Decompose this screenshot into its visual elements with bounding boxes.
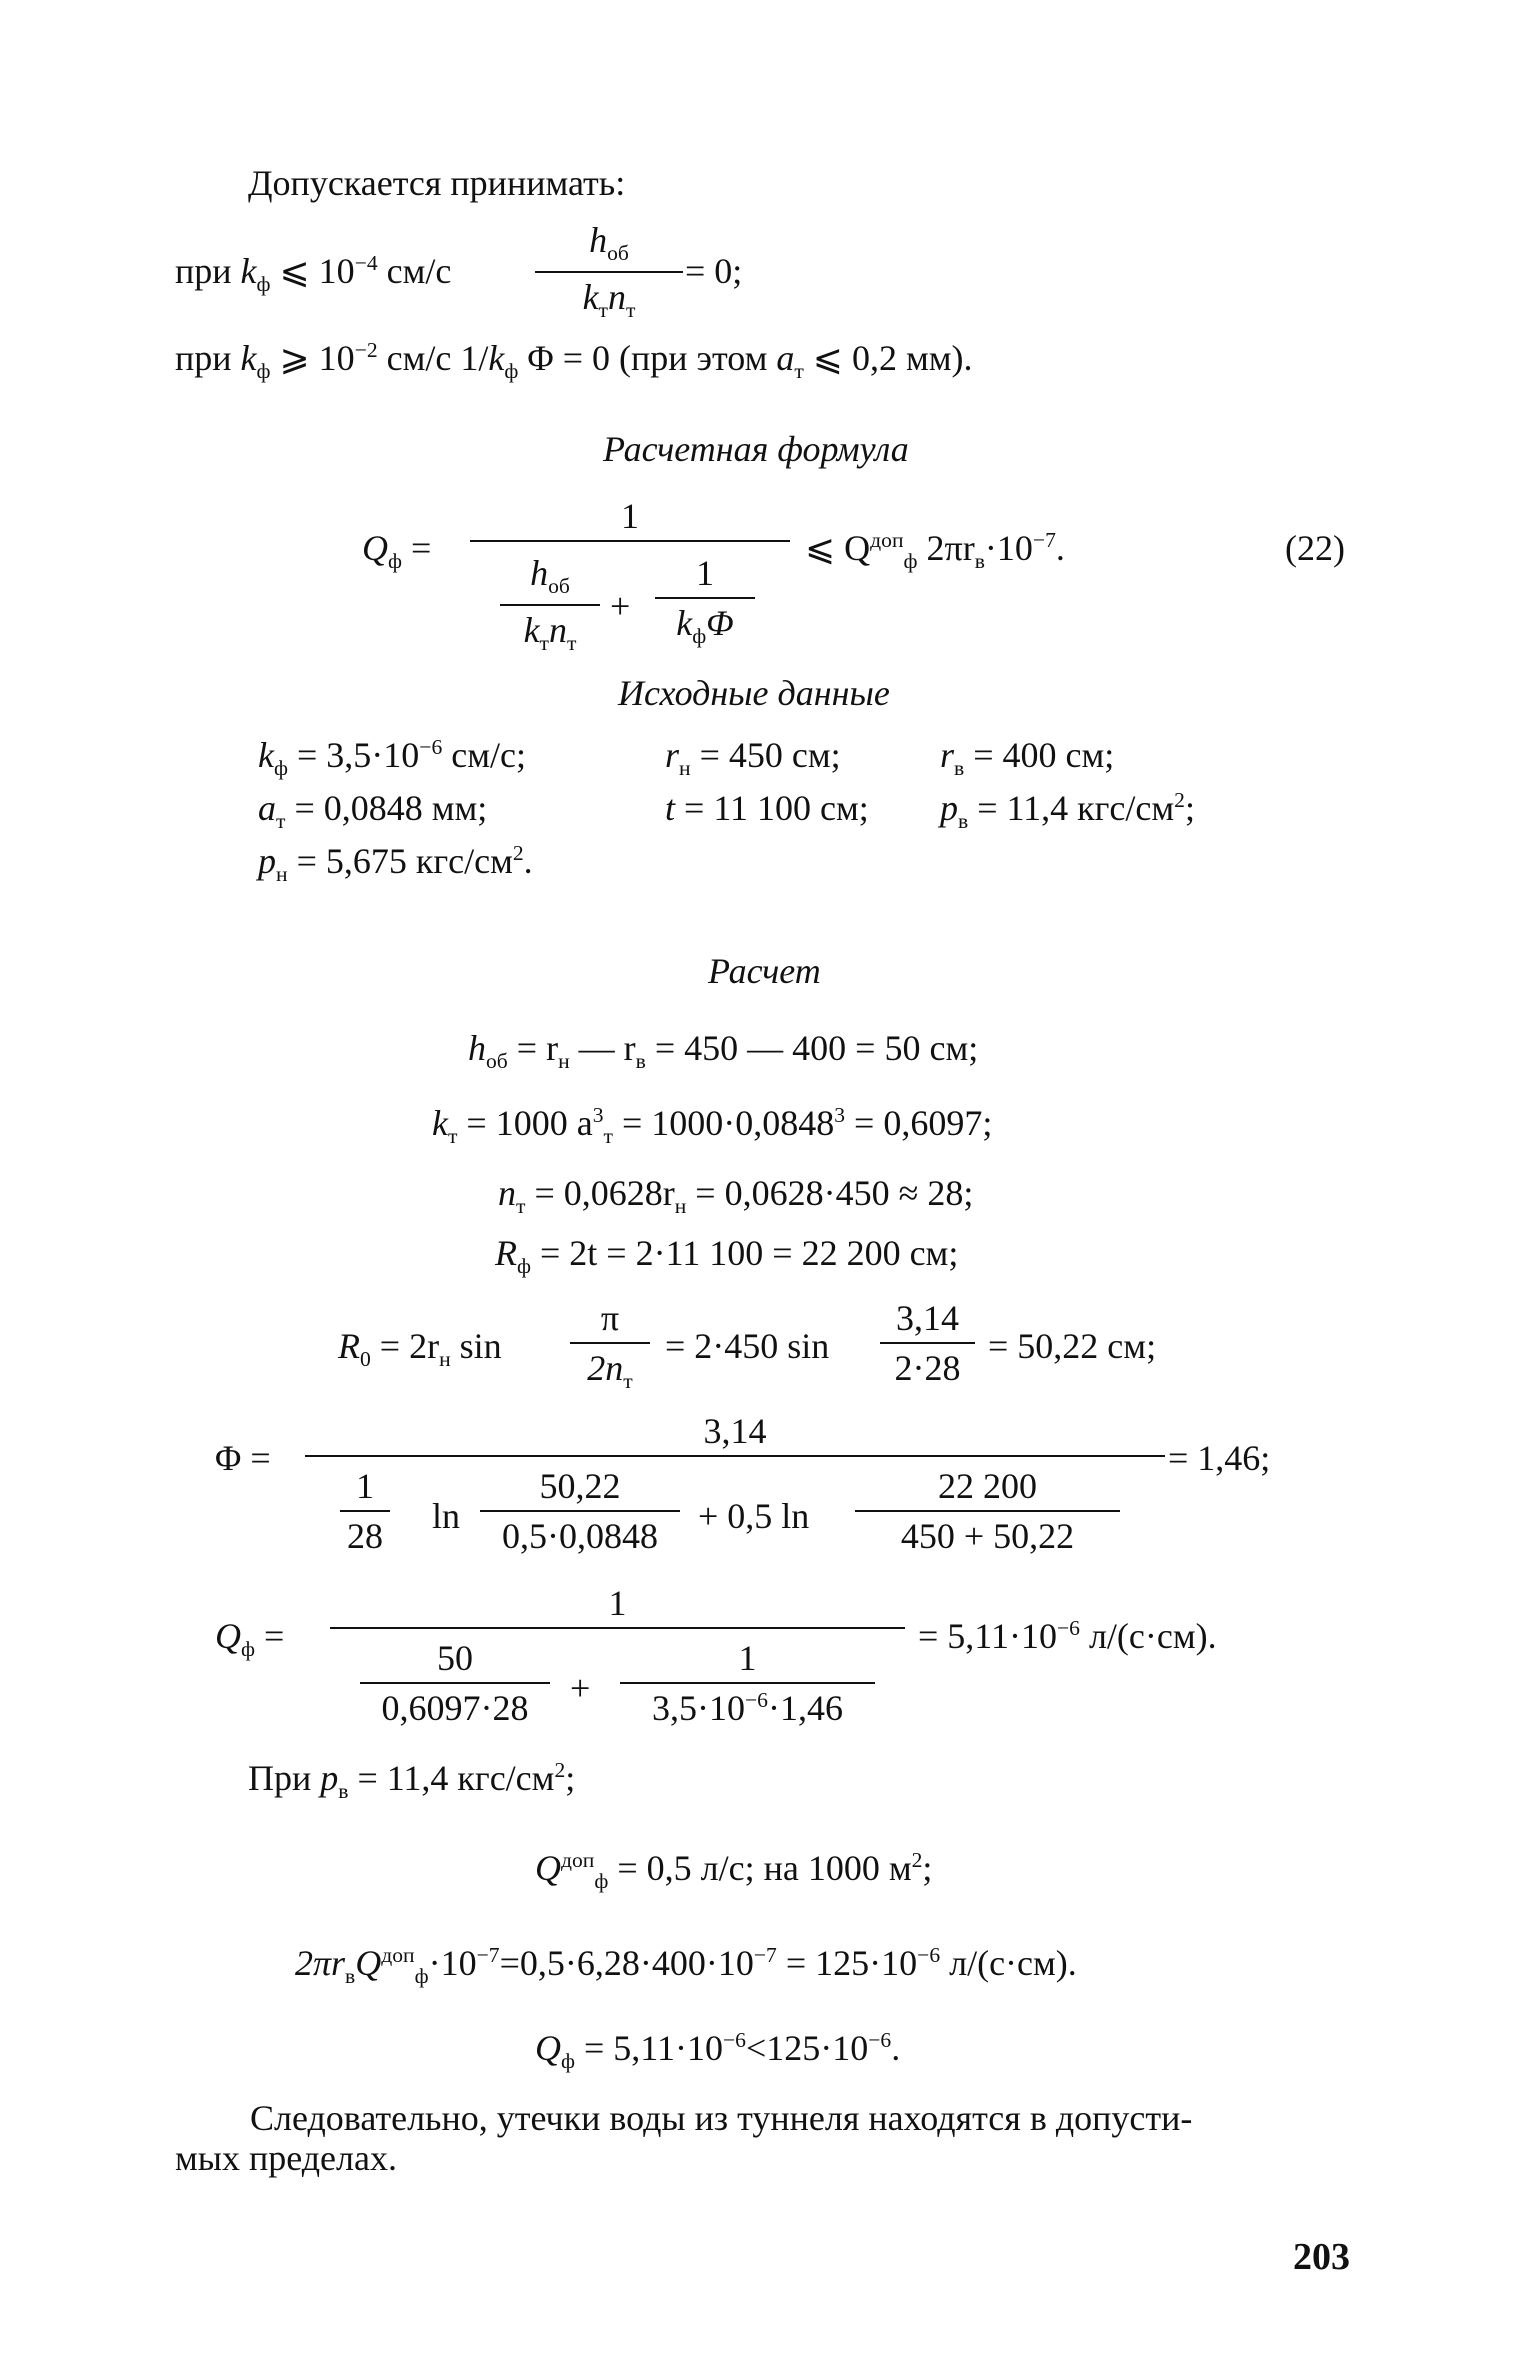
data-r-v: $r_в = 400$ см; [940,735,1115,781]
heading-formula: Расчетная формула [603,429,909,469]
formula-22-denom-b: 1 $k_ф\Phi$ [655,555,755,648]
phi-plus-ln: + 0,5 ln [698,1496,810,1536]
phi-main-fraction: 3,14 [305,1413,1165,1463]
calc-r0-fraction-1: π $2n_т$ [570,1300,650,1393]
calc-r-phi: $R_ф = 2t = 2\cdot 11$ 100 = 22 200 см; [495,1233,959,1279]
conclusion-line-2: мых пределах. [175,2138,397,2178]
phi-fraction-1: 1 28 [340,1468,390,1554]
calc-r0-fraction-2: 3,14 2·28 [880,1300,975,1386]
phi-ln-1: ln [432,1496,461,1536]
data-p-n: $p_н = 5,675$ кгс/$см^2$. [258,841,533,887]
intro-text: Допускается принимать: [248,163,626,203]
calc-r0-result: = 50,22 см; [988,1326,1157,1366]
phi-fraction-2: 50,22 0,5·0,0848 [480,1468,680,1554]
two-pi-r-q: $2\pi r_вQ^{доп}_ф\cdot 10^{-7}=0,5\cdot 6,28\cdot 400\cdot 10^{-7} = 125\cdot 10^{-6}$ л/(с·см). [295,1943,1077,1989]
q-phi-compare: $Q_ф = 5,11\cdot 10^{-6}<125\cdot 10^{-6}$. [535,2028,901,2074]
formula-22-denom-a: $h_{об}$ $k_тn_т$ [500,555,600,655]
calc-r0: $R_0 = 2r_н$ sin [338,1326,502,1372]
q-phi-fraction-2: 1 $3,5\cdot 10^{-6}\cdot 1,46$ [620,1640,875,1726]
condition-1: при $k_ф$ ⩽ $10^{-4}$ см/с [175,251,452,297]
conclusion-line-1: Следовательно, утечки воды из туннеля находятся в допусти- [250,2098,1193,2138]
q-phi-result: = $5,11\cdot 10^{-6}$ л/(с·см). [918,1616,1217,1656]
q-dop: $Q^{доп}_ф = 0,5$ л/с; на 1000 $м^2$; [535,1848,933,1894]
condition-2: при $k_ф$ ⩾ $10^{-2}$ см/с $1/k_ф$ Φ = 0 (при этом $a_т$ ⩽ 0,2 мм). [175,338,973,384]
q-phi-fraction-1: 50 0,6097·28 [360,1640,550,1726]
data-k-phi: $k_ф = 3,5\cdot 10^{-6}$ см/с; [258,735,527,781]
phi-fraction-3: 22 200 450 + 50,22 [855,1468,1120,1554]
pri-p-v: При $p_в = 11,4$ кгс/$см^2$; [248,1758,576,1804]
calc-h-ob: $h_{об} = r_н$ — $r_в = 450$ — 400 = 50 см; [468,1028,979,1074]
q-phi-main-fraction: 1 [330,1585,905,1635]
heading-input-data: Исходные данные [618,673,890,713]
condition-1-result: = 0; [685,251,743,291]
condition-1-fraction: $h_{об}$ $k_тn_т$ [535,222,683,322]
heading-calculation: Расчет [708,951,821,991]
equation-number: (22) [1285,528,1345,568]
phi-lhs: Φ = [215,1438,271,1478]
q-phi-lhs: $Q_ф$ = [215,1616,285,1662]
formula-22-plus: + [610,586,631,626]
data-p-v: $p_в = 11,4$ кгс/$см^2$; [940,788,1195,834]
formula-22-fraction: 1 [470,498,790,548]
q-phi-plus: + [570,1668,591,1708]
calc-n-t: $n_т = 0,0628r_н = 0,0628\cdot 450 \approx 28$; [498,1173,974,1219]
data-r-n: $r_н = 450$ см; [665,735,841,781]
calc-r0-mid: = 2·450 sin [665,1326,830,1366]
data-t: t = 11 100 см; [665,788,869,828]
formula-22-lhs: $Q_ф$ = [362,528,432,574]
page-number: 203 [1293,2236,1350,2278]
data-a-t: $a_т = 0,0848$ мм; [258,788,488,834]
formula-22-rhs: ⩽ $Q^{доп}_ф$ $2\pi r_в\cdot 10^{-7}$. [805,528,1065,574]
phi-result: = 1,46; [1168,1438,1271,1478]
calc-k-t: $k_т = 1000$ $a^3_т = 1000\cdot 0,0848^3 = 0,6097$; [432,1103,993,1149]
